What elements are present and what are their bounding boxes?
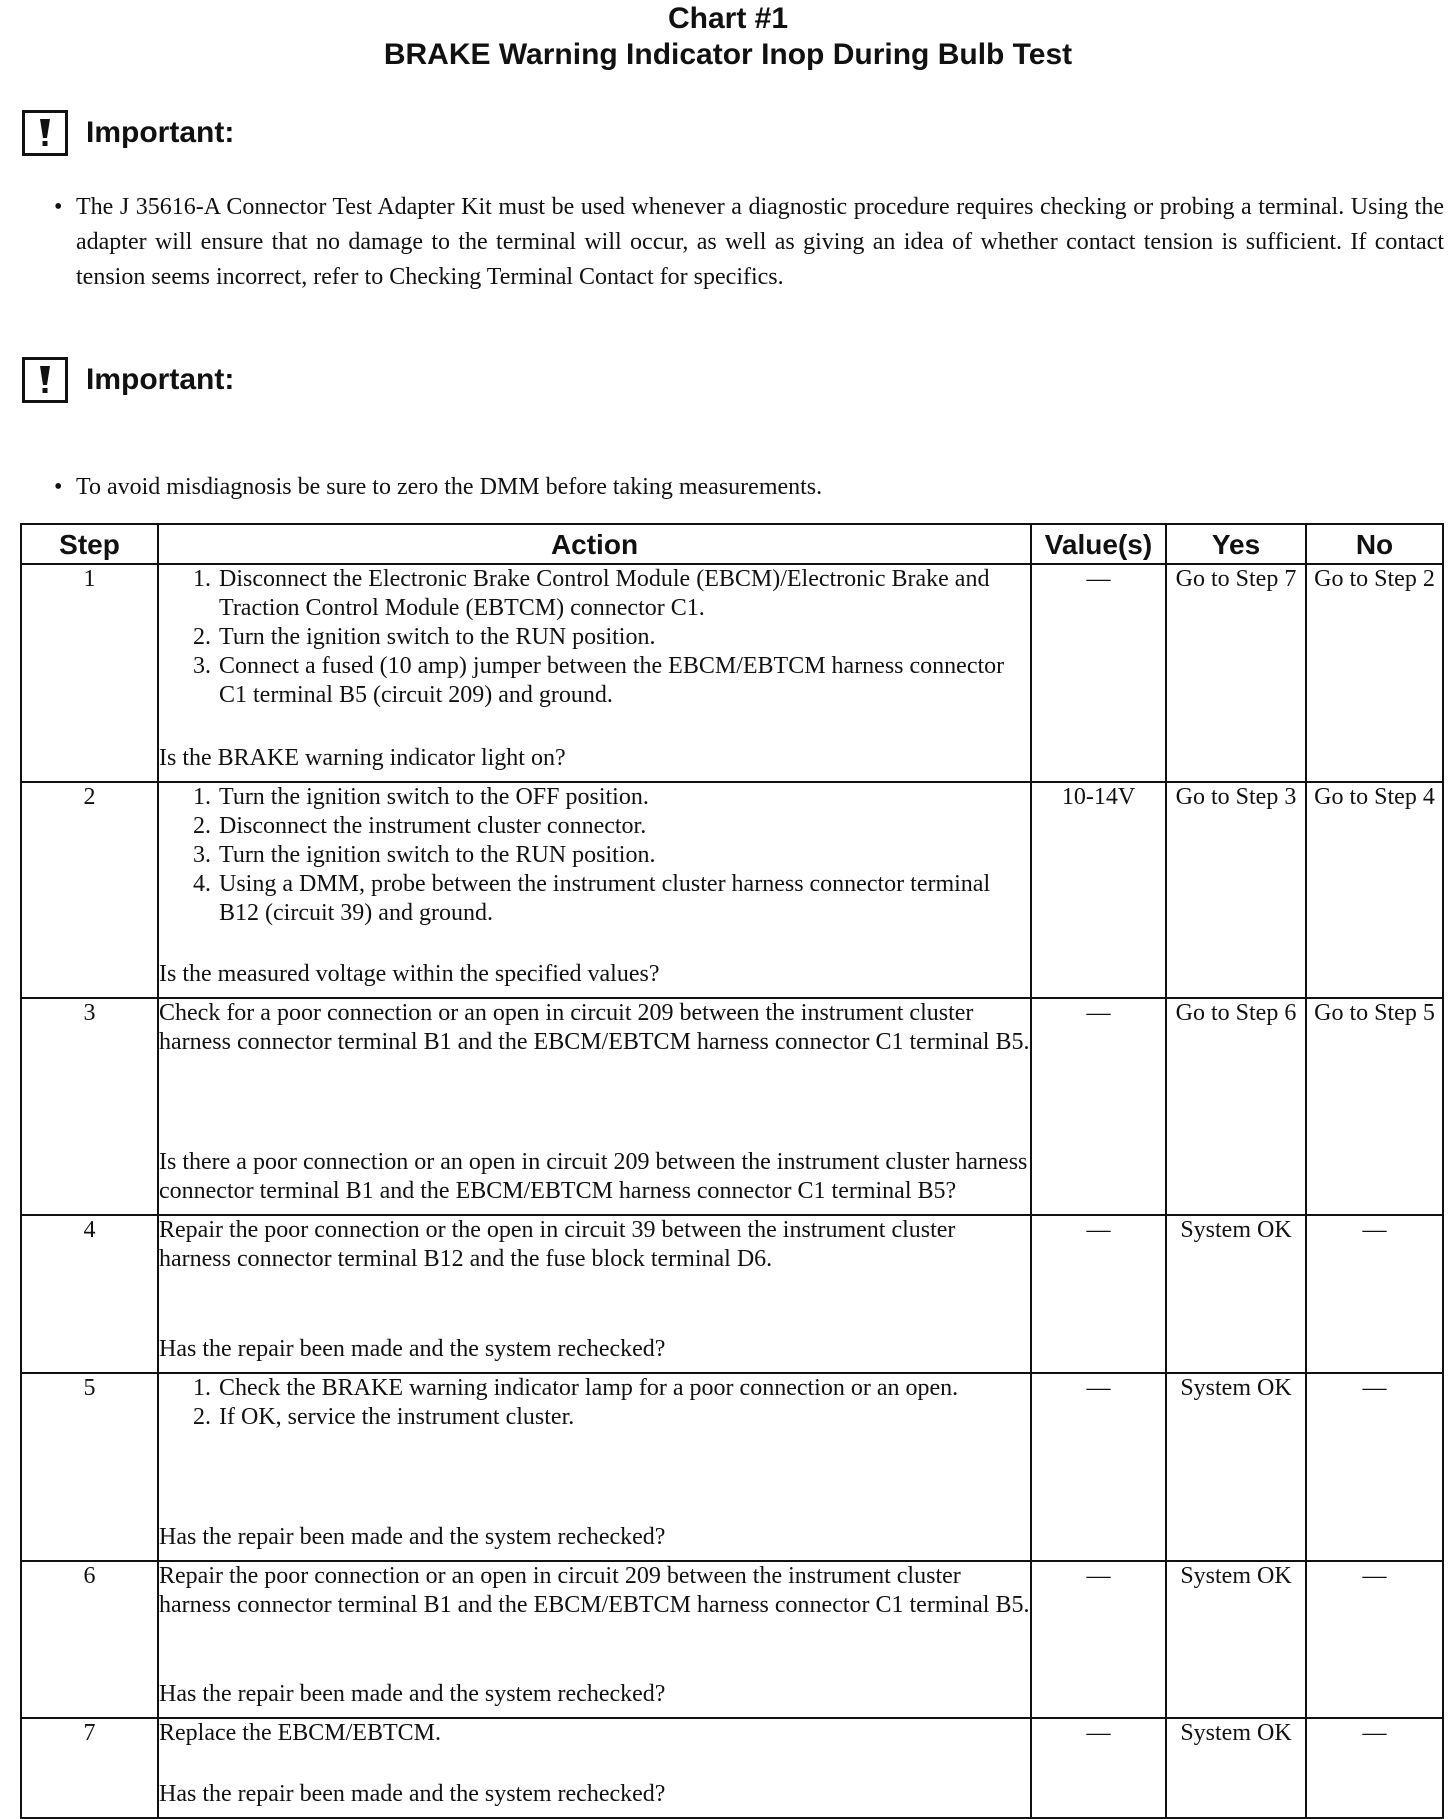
- yes-cell: Go to Step 7: [1166, 564, 1306, 782]
- important-note-2-text: • To avoid misdiagnosis be sure to zero the DMM before taking measurements.: [54, 470, 1444, 505]
- value-cell: —: [1031, 564, 1166, 782]
- header-yes: Yes: [1166, 524, 1306, 564]
- action-steps: [159, 565, 1030, 710]
- page-title: BRAKE Warning Indicator Inop During Bulb Test: [383, 38, 1073, 71]
- action-step-item: 4. Using a DMM, probe between the instrument cluster harness connector terminal B12 (circuit 39) and ground.: [217, 870, 1030, 928]
- action-cell: [158, 564, 1031, 782]
- important-callout-2: [22, 355, 234, 405]
- action-question: Has the repair been made and the system rechecked?: [159, 1336, 666, 1362]
- action-step-item: 1. Turn the ignition switch to the OFF position.: [217, 783, 1030, 812]
- action-steps: [159, 783, 1030, 928]
- action-question: Is there a poor connection or an open in circuit 209 between the instrument cluster harness connector terminal B1 and the EBCM/EBTCM harness connector C1 terminal B5?: [159, 1149, 1028, 1204]
- action-question: Has the repair been made and the system rechecked?: [159, 1524, 666, 1550]
- important-icon: [22, 110, 68, 156]
- table-row: [21, 782, 1443, 998]
- value-cell: —: [1031, 998, 1166, 1215]
- table-row: [21, 1215, 1443, 1373]
- header-no: No: [1306, 524, 1443, 564]
- step-number: 4: [21, 1215, 158, 1373]
- no-cell: —: [1306, 1215, 1443, 1373]
- important-callout-1: [22, 108, 234, 158]
- action-steps: [159, 1374, 1030, 1432]
- no-cell: —: [1306, 1718, 1443, 1818]
- action-step-item: 2. Turn the ignition switch to the RUN position.: [217, 623, 1030, 652]
- yes-cell: Go to Step 3: [1166, 782, 1306, 998]
- action-text: Repair the poor connection or an open in circuit 209 between the instrument cluster harness connector terminal B1 and the EBCM/EBTCM harness connector C1 terminal B5.: [159, 1563, 1030, 1618]
- header-step: Step: [21, 524, 158, 564]
- action-cell: [158, 1561, 1031, 1718]
- action-step-item: 2. Disconnect the instrument cluster connector.: [217, 812, 1030, 841]
- table-row: [21, 1373, 1443, 1561]
- important-icon: [22, 357, 68, 403]
- table-row: [21, 1718, 1443, 1818]
- action-question: Is the measured voltage within the specified values?: [159, 961, 660, 987]
- chart-number: Chart #1: [667, 2, 789, 35]
- action-cell: [158, 1373, 1031, 1561]
- action-cell: [158, 1718, 1031, 1818]
- action-step-item: 3. Turn the ignition switch to the RUN position.: [217, 841, 1030, 870]
- important-label: Important:: [86, 363, 235, 396]
- action-cell: [158, 1215, 1031, 1373]
- no-cell: —: [1306, 1373, 1443, 1561]
- yes-cell: Go to Step 6: [1166, 998, 1306, 1215]
- step-number: 3: [21, 998, 158, 1215]
- diagnostic-table: [20, 523, 1444, 1819]
- value-cell: —: [1031, 1373, 1166, 1561]
- action-cell: [158, 998, 1031, 1215]
- yes-cell: System OK: [1166, 1561, 1306, 1718]
- table-row: [21, 564, 1443, 782]
- no-cell: Go to Step 2: [1306, 564, 1443, 782]
- yes-cell: System OK: [1166, 1718, 1306, 1818]
- action-step-item: 1. Check the BRAKE warning indicator lamp for a poor connection or an open.: [217, 1374, 1030, 1403]
- action-step-item: 3. Connect a fused (10 amp) jumper between the EBCM/EBTCM harness connector C1 terminal B5 (circuit 209) and ground.: [217, 652, 1030, 710]
- value-cell: —: [1031, 1215, 1166, 1373]
- no-cell: —: [1306, 1561, 1443, 1718]
- note-text: The J 35616-A Connector Test Adapter Kit must be used whenever a diagnostic procedure requires checking or probing a terminal. Using the adapter will ensure that no damage to the terminal will occur, as well as giving an idea of whether contact tension is sufficient. If contact tension seems incorrect, refer to Checking Terminal Contact for specifics.: [76, 194, 1444, 290]
- yes-cell: System OK: [1166, 1215, 1306, 1373]
- no-cell: Go to Step 5: [1306, 998, 1443, 1215]
- action-text: Repair the poor connection or the open in circuit 39 between the instrument cluster harness connector terminal B12 and the fuse block terminal D6.: [159, 1217, 956, 1272]
- step-number: 5: [21, 1373, 158, 1561]
- table-header-row: [21, 524, 1443, 564]
- action-cell: [158, 782, 1031, 998]
- action-step-item: 2. If OK, service the instrument cluster.: [217, 1403, 1030, 1432]
- action-step-item: 1. Disconnect the Electronic Brake Control Module (EBCM)/Electronic Brake and Traction Control Module (EBTCM) connector C1.: [217, 565, 1030, 623]
- action-text: Check for a poor connection or an open in circuit 209 between the instrument cluster harness connector terminal B1 and the EBCM/EBTCM harness connector C1 terminal B5.: [159, 1000, 1030, 1055]
- step-number: 6: [21, 1561, 158, 1718]
- header-values: Value(s): [1031, 524, 1166, 564]
- table-row: [21, 998, 1443, 1215]
- important-note-1-text: • The J 35616-A Connector Test Adapter Kit must be used whenever a diagnostic procedure requires checking or probing a terminal. Using the adapter will ensure that no damage to the terminal will occur, as well as giving an idea of whether contact tension is sufficient. If contact tension seems incorrect, refer to Checking Terminal Contact for specifics.: [54, 190, 1444, 295]
- value-cell: 10-14V: [1031, 782, 1166, 998]
- note-text: To avoid misdiagnosis be sure to zero the DMM before taking measurements.: [76, 474, 823, 500]
- step-number: 2: [21, 782, 158, 998]
- action-question: Has the repair been made and the system rechecked?: [159, 1681, 666, 1707]
- value-cell: —: [1031, 1718, 1166, 1818]
- step-number: 1: [21, 564, 158, 782]
- no-cell: Go to Step 4: [1306, 782, 1443, 998]
- action-text: Replace the EBCM/EBTCM.: [159, 1720, 441, 1746]
- table-row: [21, 1561, 1443, 1718]
- value-cell: —: [1031, 1561, 1166, 1718]
- yes-cell: System OK: [1166, 1373, 1306, 1561]
- step-number: 7: [21, 1718, 158, 1818]
- important-label: Important:: [86, 116, 235, 149]
- header-action: Action: [158, 524, 1031, 564]
- action-question: Is the BRAKE warning indicator light on?: [159, 745, 566, 771]
- action-question: Has the repair been made and the system rechecked?: [159, 1781, 666, 1807]
